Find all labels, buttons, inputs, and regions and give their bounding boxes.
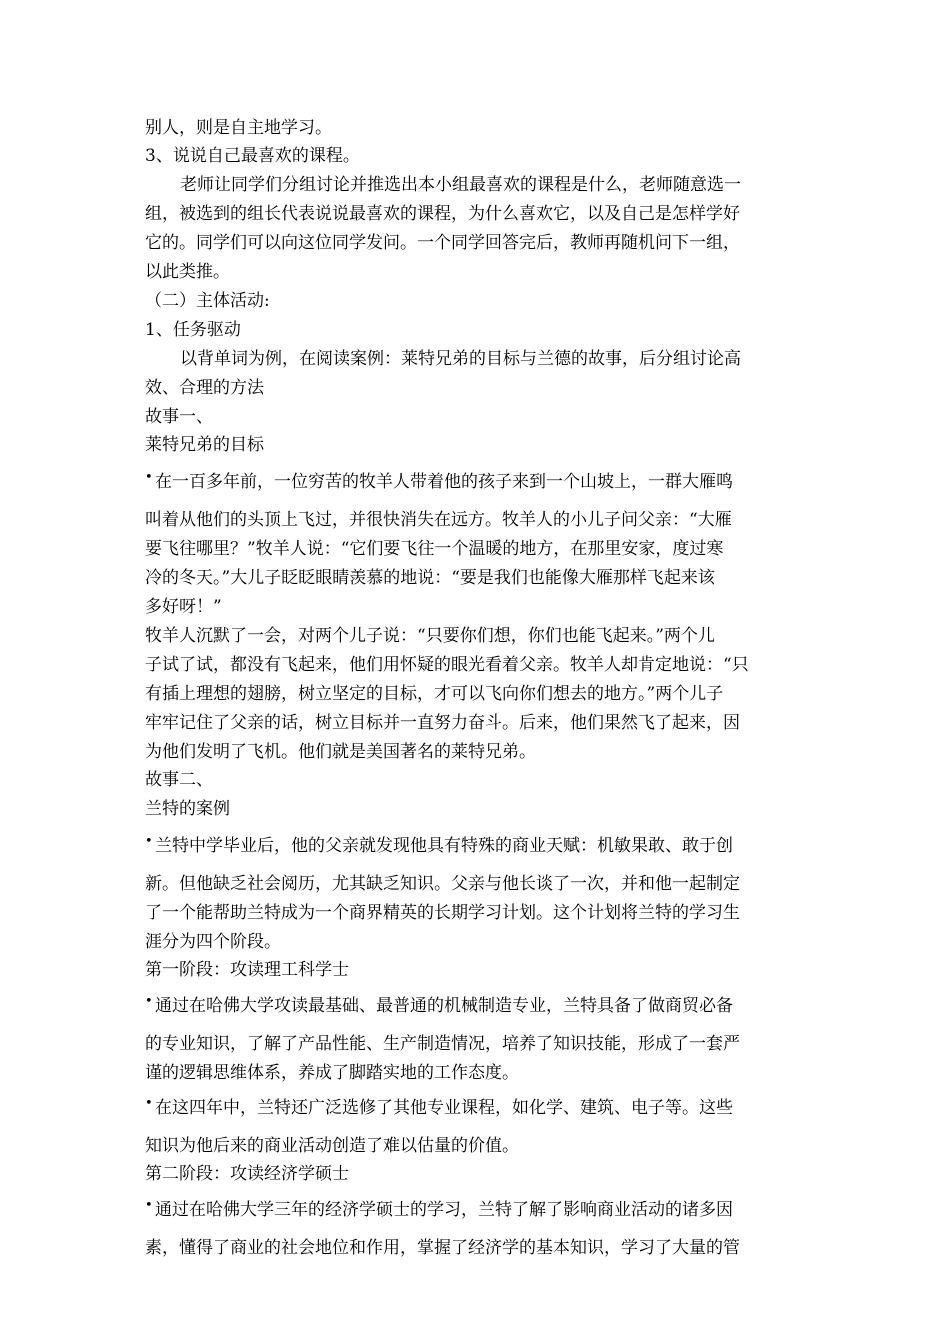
text-line: 通过在哈佛大学攻读最基础、最普通的机械制造专业，兰特具备了做商贸必备 — [155, 996, 733, 1016]
text-line: 有插上理想的翅膀，树立坚定的目标，才可以飞向你们想去的地方。”两个儿子 — [145, 684, 724, 704]
text-line: 为他们发明了飞机。他们就是美国著名的莱特兄弟。 — [145, 742, 536, 762]
stage-heading: 第一阶段：攻读理工科学士 — [145, 960, 349, 980]
text-line: 新。但他缺乏社会阅历，尤其缺乏知识。父亲与他长谈了一次，并和他一起制定 — [145, 874, 740, 894]
text-line: 素，懂得了商业的社会地位和作用，掌握了经济学的基本知识，学习了大量的管 — [145, 1238, 740, 1258]
text-line: 以此类推。 — [145, 262, 230, 282]
text-line: 要飞往哪里？”牧羊人说：“它们要飞往一个温暖的地方，在那里安家，度过寒 — [145, 539, 724, 559]
text-line: 牧羊人沉默了一会，对两个儿子说：“只要你们想，你们也能飞起来。”两个儿 — [145, 626, 715, 646]
text-line: 子试了试，都没有飞起来，他们用怀疑的眼光看着父亲。牧羊人却肯定地说：“只 — [145, 655, 749, 675]
text-line: 效、合理的方法 — [145, 378, 264, 398]
text-line: 在一百多年前，一位穷苦的牧羊人带着他的孩子来到一个山坡上，一群大雁鸣 — [155, 472, 733, 492]
story-heading: 故事二、 — [145, 770, 213, 790]
text-line: 知识为他后来的商业活动创造了难以估量的价值。 — [145, 1136, 519, 1156]
bullet-icon: • — [145, 834, 153, 849]
text-line: 它的。同学们可以向这位同学发问。一个同学回答完后，教师再随机问下一组， — [145, 233, 740, 253]
text-line: 叫着从他们的头顶上飞过，并很快消失在远方。牧羊人的小儿子问父亲：“大雁 — [145, 510, 732, 530]
text-line: 冷的冬天。”大儿子眨眨眼睛羡慕的地说：“要是我们也能像大雁那样飞起来该 — [145, 568, 715, 588]
bullet-icon: • — [145, 470, 153, 485]
text-line: 通过在哈佛大学三年的经济学硕士的学习，兰特了解了影响商业活动的诸多因 — [155, 1200, 733, 1220]
text-line: 涯分为四个阶段。 — [145, 932, 281, 952]
text-line: 兰特中学毕业后，他的父亲就发现他具有特殊的商业天赋：机敏果敢、敢于创 — [155, 836, 733, 856]
bullet-icon: • — [145, 1096, 153, 1111]
text-line: 在这四年中，兰特还广泛选修了其他专业课程，如化学、建筑、电子等。这些 — [155, 1098, 733, 1118]
stage-heading: 第二阶段：攻读经济学硕士 — [145, 1164, 349, 1184]
text-line: 了一个能帮助兰特成为一个商界精英的长期学习计划。这个计划将兰特的学习生 — [145, 903, 740, 923]
text-line: 谨的逻辑思维体系，养成了脚踏实地的工作态度。 — [145, 1063, 519, 1083]
bullet-icon: • — [145, 1198, 153, 1213]
bullet-icon: • — [145, 994, 153, 1009]
text-line: 老师让同学们分组讨论并推选出本小组最喜欢的课程是什么，老师随意选一 — [180, 175, 741, 195]
text-line: 的专业知识，了解了产品性能、生产制造情况，培养了知识技能，形成了一套严 — [145, 1034, 740, 1054]
text-line: 牢牢记住了父亲的话，树立目标并一直努力奋斗。后来，他们果然飞了起来，因 — [145, 713, 740, 733]
story-title: 兰特的案例 — [145, 799, 230, 819]
section-heading: 1、任务驱动 — [145, 320, 241, 340]
text-line: 以背单词为例，在阅读案例：莱特兄弟的目标与兰德的故事，后分组讨论高 — [180, 349, 741, 369]
section-heading: 3、说说自己最喜欢的课程。 — [145, 146, 360, 166]
story-heading: 故事一、 — [145, 407, 213, 427]
section-heading: （二）主体活动: — [145, 291, 270, 311]
text-line: 多好呀！” — [145, 597, 222, 617]
text-line: 别人，则是自主地学习。 — [145, 118, 332, 138]
text-line: 组，被选到的组长代表说说最喜欢的课程，为什么喜欢它，以及自己是怎样学好 — [145, 204, 740, 224]
story-title: 莱特兄弟的目标 — [145, 435, 264, 455]
